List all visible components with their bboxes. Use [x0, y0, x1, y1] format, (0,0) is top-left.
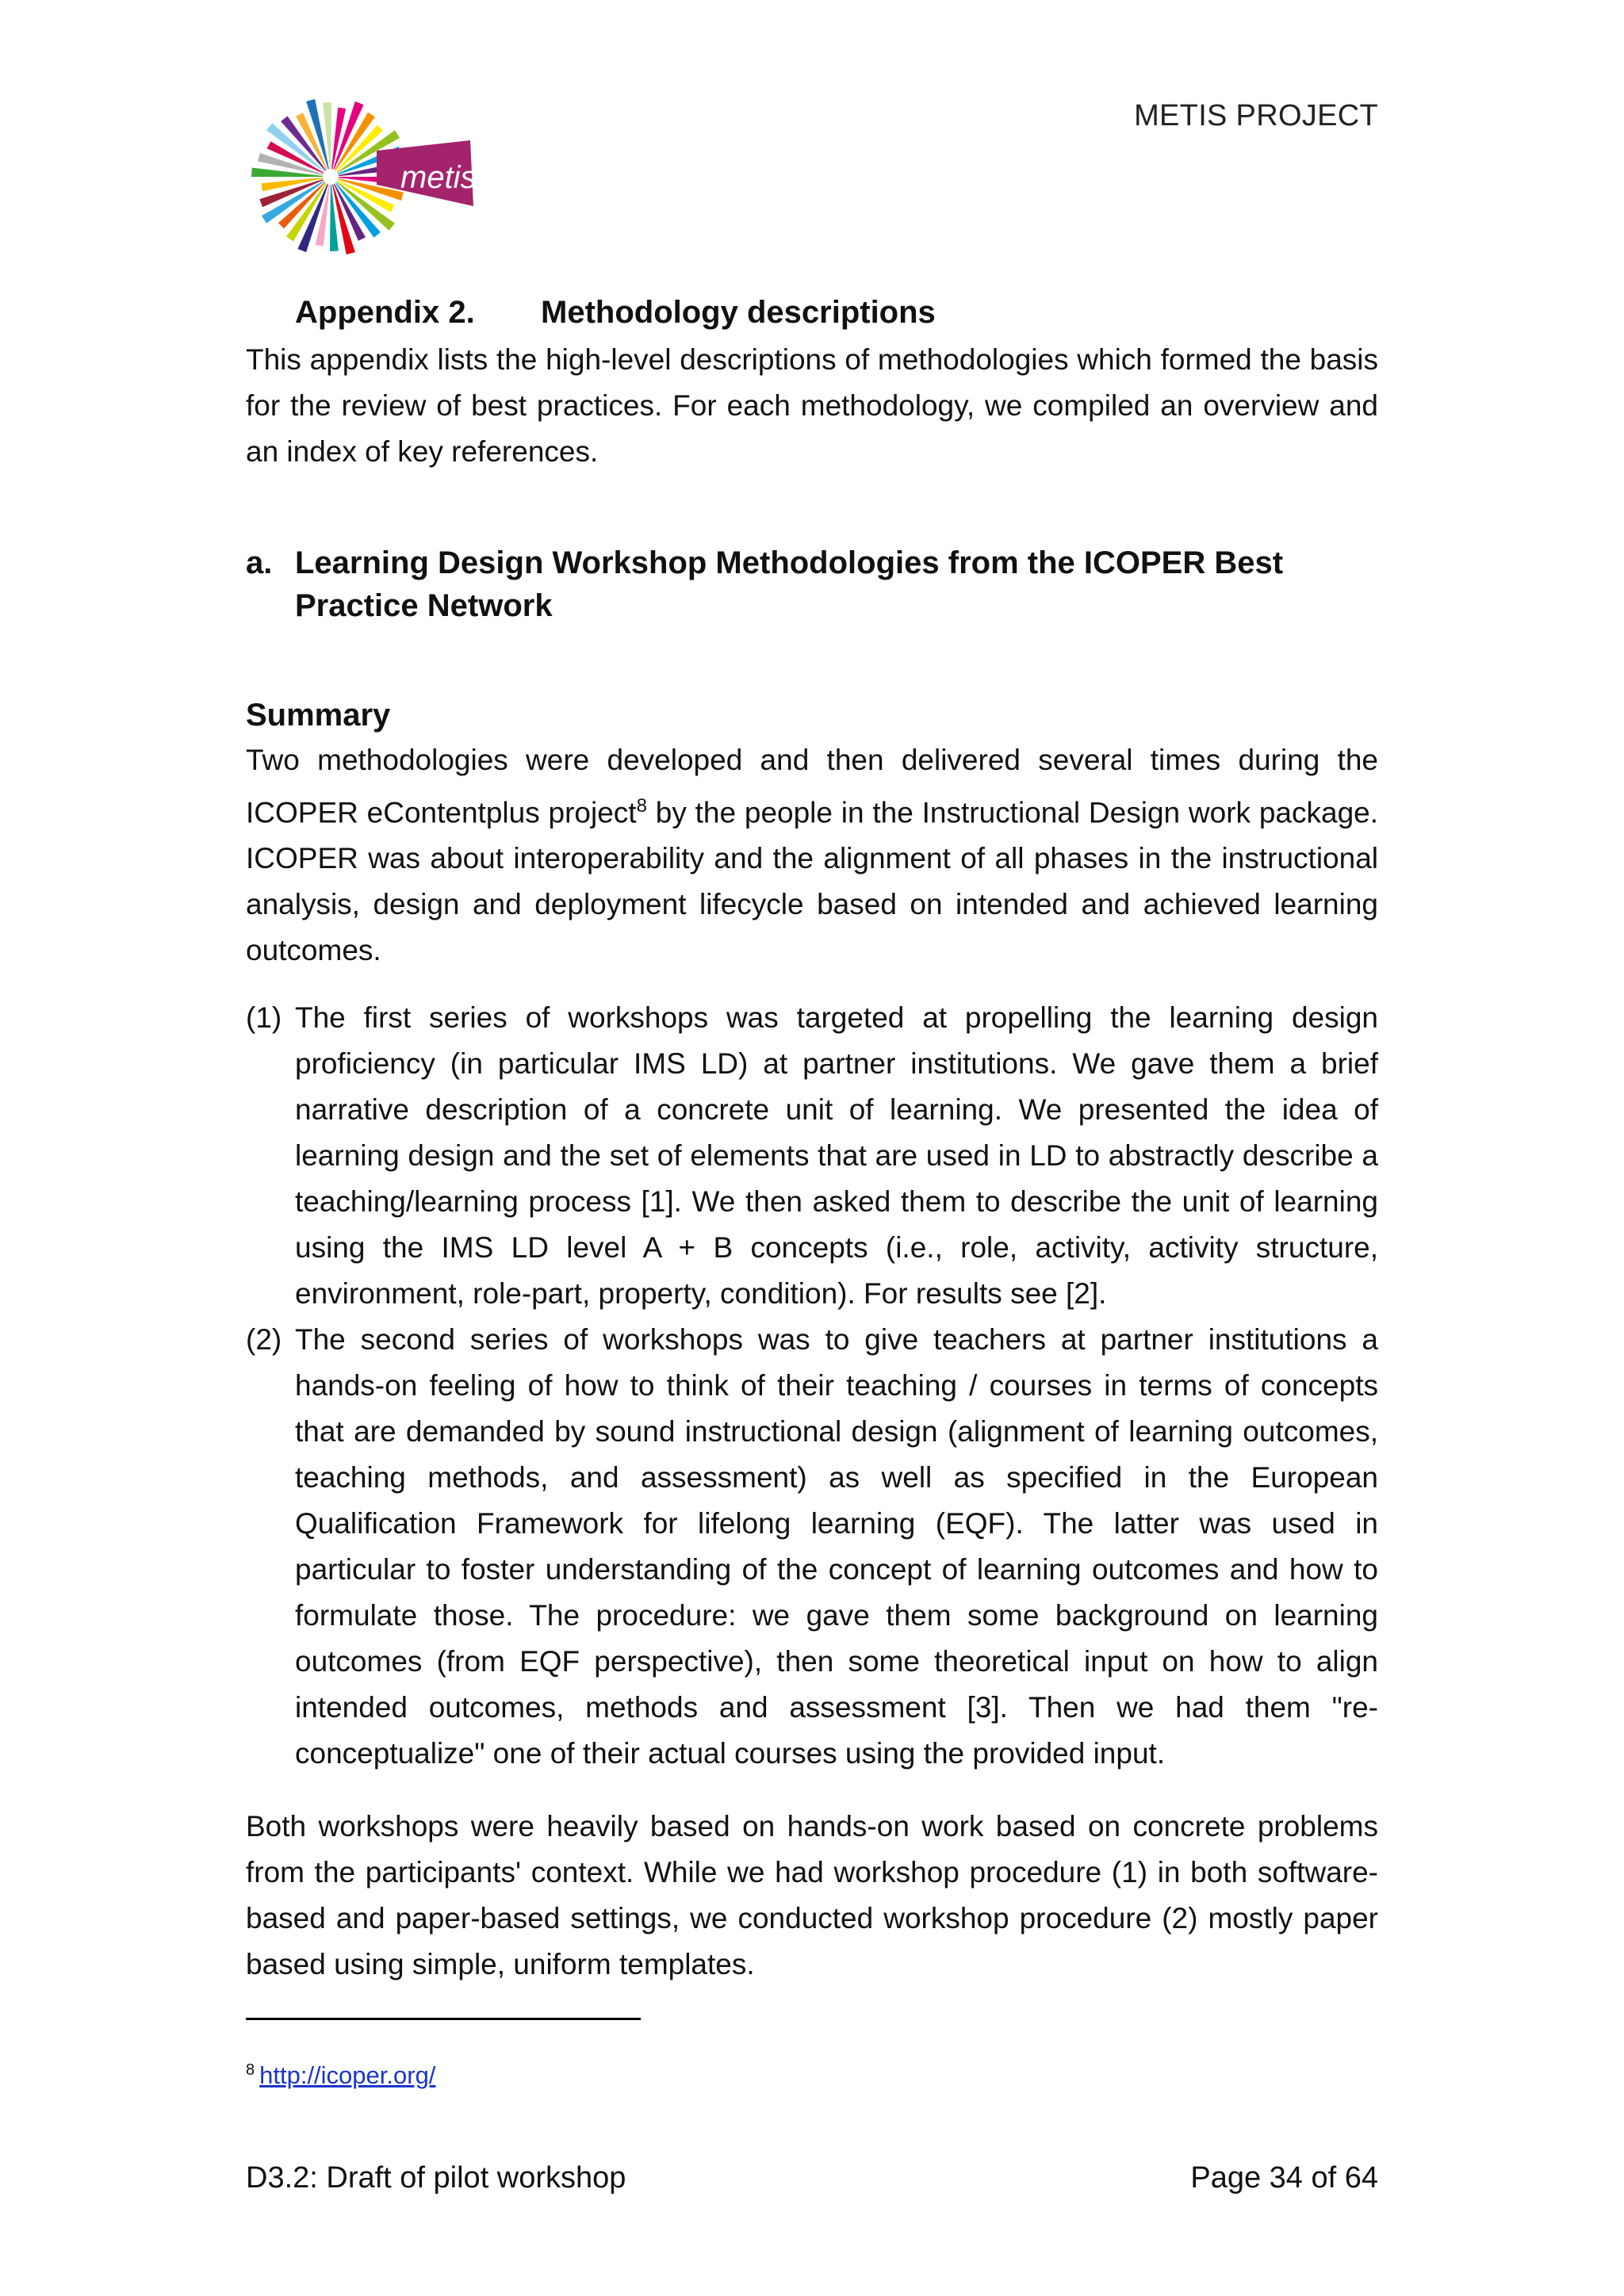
closing-paragraph: Both workshops were heavily based on hands-on work based on concrete problems from the participants' context. While we had workshop procedure (1) in both software-based and paper-based settings, we conducted workshop procedure (2) mostly paper based using simple, uniform templates.	[246, 1810, 1378, 1980]
svg-text:metis: metis	[400, 160, 477, 195]
footer-page-number: Page 34 of 64	[1190, 2161, 1378, 2195]
list-marker: (2)	[246, 1323, 282, 1356]
appendix-title: Methodology descriptions	[541, 295, 936, 330]
workshop-list	[246, 995, 1378, 1777]
list-item	[246, 1317, 1378, 1777]
appendix-number: Appendix 2.	[295, 295, 475, 330]
intro-paragraph: This appendix lists the high-level descriptions of methodologies which formed the basis for the review of best practices. For each methodology, we compiled an overview and an index of key references.	[246, 343, 1378, 468]
footnote-reference: 8	[636, 795, 647, 817]
section-title: Learning Design Workshop Methodologies from the ICOPER Best Practice Network	[295, 545, 1284, 623]
header-project-name: METIS PROJECT	[1134, 99, 1378, 132]
logo-ray	[330, 185, 339, 251]
summary-text-after-ref: by the people in the Instructional Design work package. ICOPER was about interoperability and the alignment of all phases in the instructional analysis, design and deployment lifecycle based on intended and achieved learning outcomes.	[246, 796, 1379, 967]
section-heading	[246, 541, 1378, 627]
footnote-link[interactable]: http://icoper.org/	[259, 2061, 436, 2090]
footer-document-title: D3.2: Draft of pilot workshop	[246, 2161, 626, 2195]
list-item	[246, 995, 1378, 1317]
summary-text-before-ref: Two methodologies were developed and then delivered several times during the ICOPER eContentplus project	[246, 744, 1378, 829]
footnote-separator	[246, 2018, 641, 2020]
summary-paragraph	[246, 737, 1378, 974]
list-item-text: The first series of workshops was targeted at propelling the learning design proficiency (in particular IMS LD) at partner institutions. We gave them a brief narrative description of a concrete unit of learning. We presented the idea of learning design and the set of elements that are used in LD to abstractly describe a teaching/learning process [1]. We then asked them to describe the unit of learning using the IMS LD level A + B concepts (i.e., role, activity, activity structure, environment, role-part, property, condition). For results see [2].	[295, 1001, 1378, 1310]
list-item-text: The second series of workshops was to give teachers at partner institutions a hands-on feeling of how to think of their teaching / courses in terms of concepts that are demanded by sound instructional design (alignment of learning outcomes, teaching methods, and assessment) as well as specified in the European Qualification Framework for lifelong learning (EQF). The latter was used in particular to foster understanding of the concept of learning outcomes and how to formulate those. The procedure: we gave them some background on learning outcomes (from EQF perspective), then some theoretical input on how to align intended outcomes, methods and assessment [3]. Then we had them "re-conceptualize" one of their actual courses using the provided input.	[295, 1323, 1378, 1770]
section-letter: a.	[246, 545, 273, 580]
footnote	[246, 2061, 435, 2090]
metis-logo	[242, 91, 480, 262]
list-marker: (1)	[246, 1001, 282, 1034]
appendix-heading	[295, 295, 936, 331]
logo-ray	[323, 102, 331, 169]
footnote-number: 8	[246, 2061, 255, 2079]
summary-heading: Summary	[246, 698, 391, 733]
